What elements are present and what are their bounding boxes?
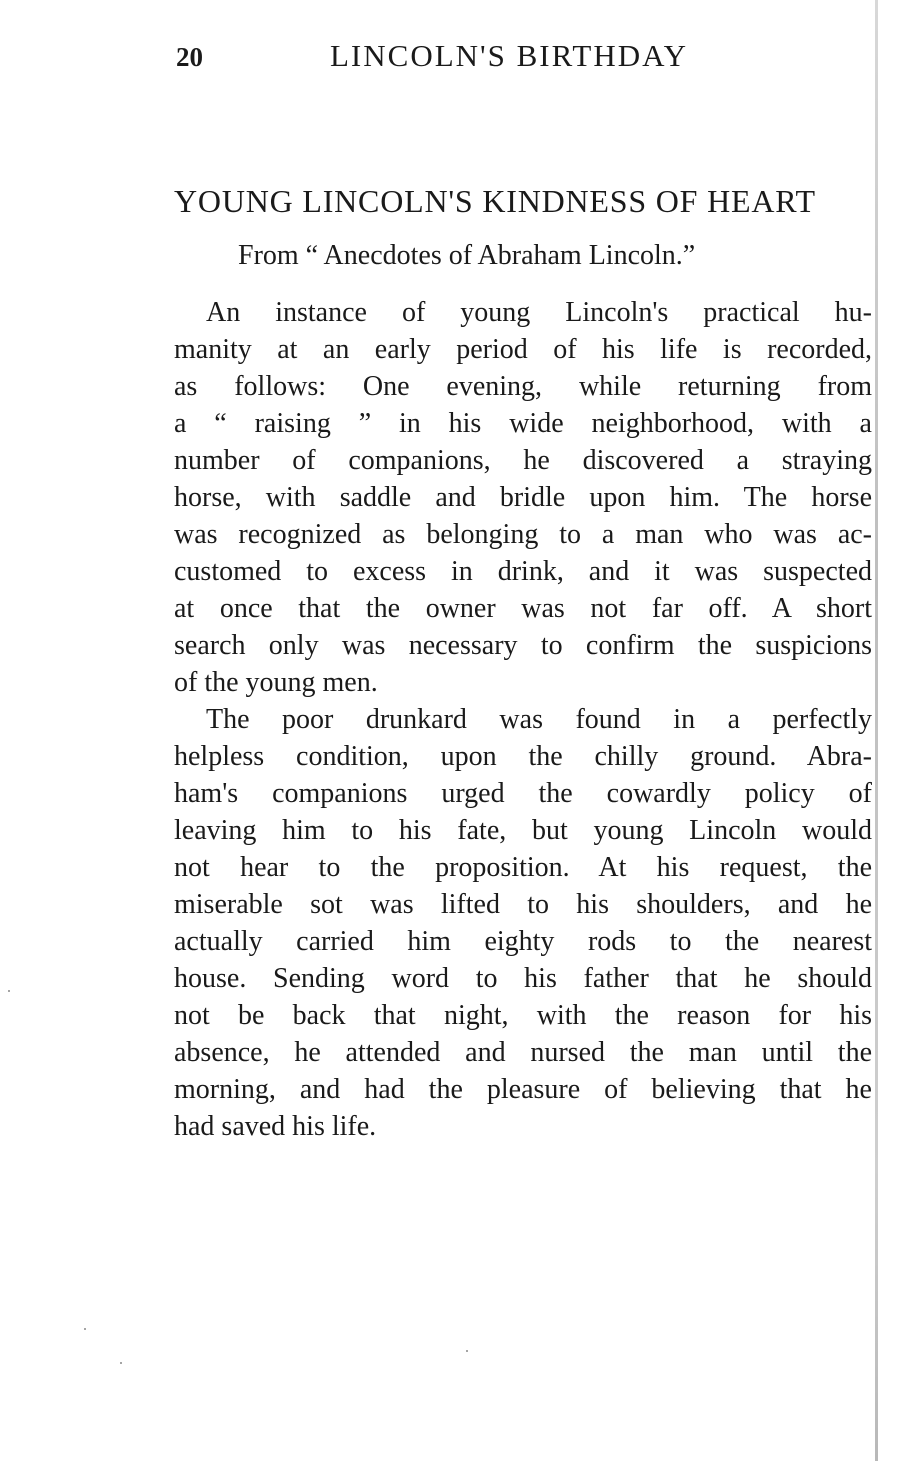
text-line: leaving him to his fate, but young Lincoln would — [174, 815, 872, 846]
text-line: not be back that night, with the reason for his — [174, 1000, 872, 1031]
scan-speck — [8, 990, 10, 992]
text-line: actually carried him eighty rods to the nearest — [174, 926, 872, 957]
text-line: search only was necessary to confirm the suspicions — [174, 630, 872, 661]
paragraph — [174, 294, 872, 701]
running-head: LINCOLN'S BIRTHDAY — [330, 38, 689, 73]
article-source: From “ Anecdotes of Abraham Lincoln.” — [238, 240, 696, 271]
text-line: horse, with saddle and bridle upon him. The horse — [174, 482, 872, 513]
paragraph — [174, 701, 872, 1145]
text-line: was recognized as belonging to a man who was ac- — [174, 519, 872, 550]
text-line: ham's companions urged the cowardly policy of — [174, 778, 872, 809]
text-line: not hear to the proposition. At his request, the — [174, 852, 872, 883]
text-line: a “ raising ” in his wide neighborhood, with a — [174, 408, 872, 439]
page-edge — [875, 0, 878, 1461]
text-line: absence, he attended and nursed the man until the — [174, 1037, 872, 1068]
article-body — [174, 294, 872, 1145]
text-line: house. Sending word to his father that he should — [174, 963, 872, 994]
scan-speck — [120, 1362, 122, 1364]
text-line: as follows: One evening, while returning from — [174, 371, 872, 402]
text-line: miserable sot was lifted to his shoulders, and he — [174, 889, 872, 920]
text-line: morning, and had the pleasure of believing that he — [174, 1074, 872, 1105]
text-line: helpless condition, upon the chilly ground. Abra- — [174, 741, 872, 772]
text-line: An instance of young Lincoln's practical hu- — [206, 297, 872, 328]
article-title: YOUNG LINCOLN'S KINDNESS OF HEART — [174, 183, 816, 219]
text-line: of the young men. — [174, 667, 378, 698]
scan-speck — [84, 1328, 86, 1330]
text-line: The poor drunkard was found in a perfectly — [206, 704, 872, 735]
page-number: 20 — [176, 42, 203, 72]
text-line: manity at an early period of his life is recorded, — [174, 334, 872, 365]
text-line: had saved his life. — [174, 1111, 377, 1142]
text-line: number of companions, he discovered a straying — [174, 445, 872, 476]
scan-speck — [466, 1350, 468, 1352]
text-line: customed to excess in drink, and it was suspected — [174, 556, 872, 587]
page-header — [0, 38, 900, 78]
text-line: at once that the owner was not far off. A short — [174, 593, 872, 624]
